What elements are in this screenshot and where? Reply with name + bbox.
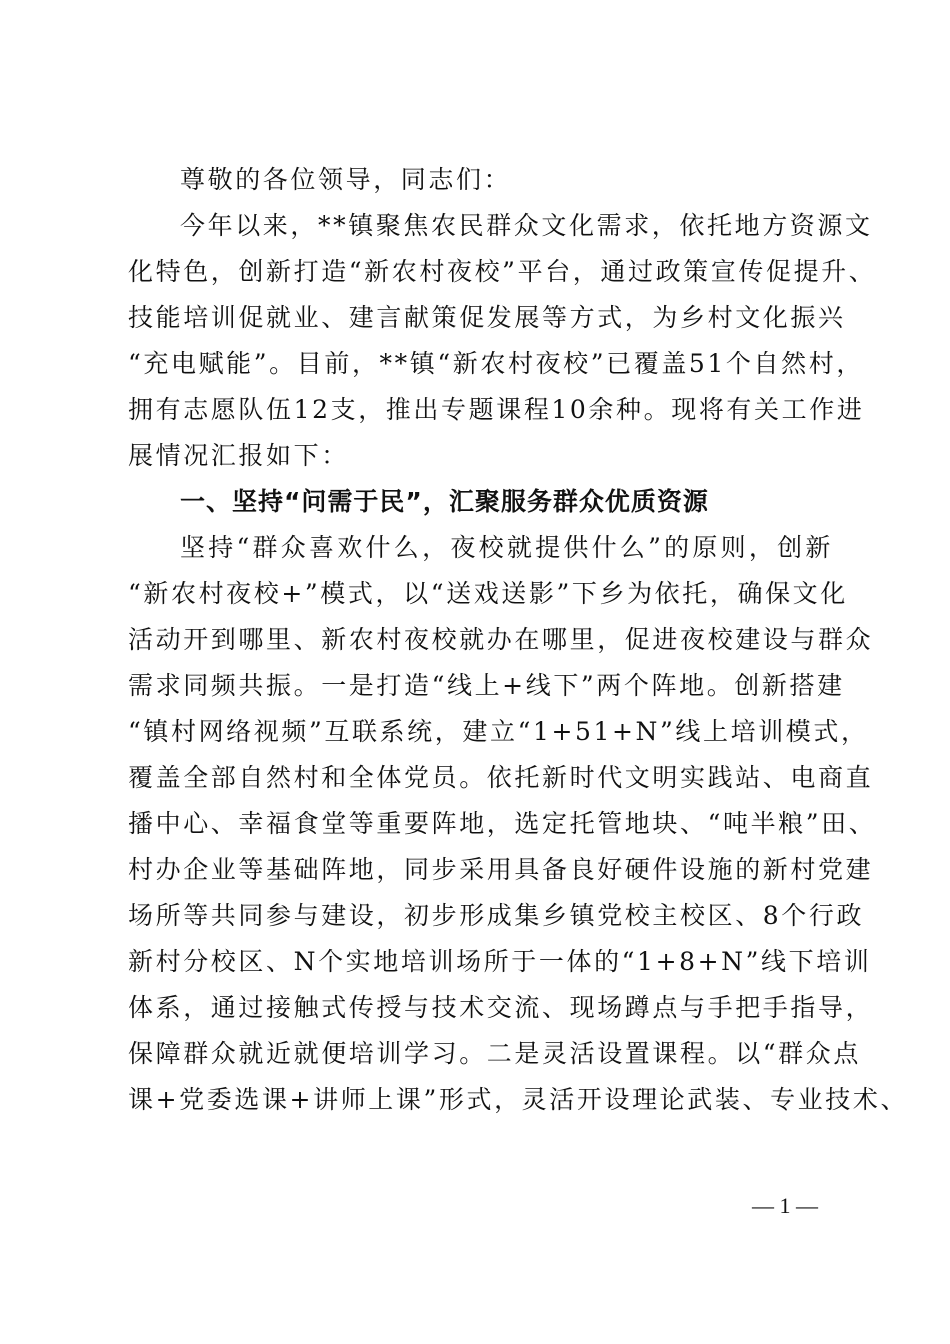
intro-line: 今年以来，**镇聚焦农民群众文化需求，依托地方资源文 — [180, 211, 873, 240]
intro-line: 展情况汇报如下： — [128, 441, 349, 470]
body-line: 覆盖全部自然村和全体党员。依托新时代文明实践站、电商直 — [128, 763, 874, 792]
intro-line: 拥有志愿队伍12支，推出专题课程10余种。现将有关工作进 — [128, 395, 865, 424]
body-line: 体系，通过接触式传授与技术交流、现场蹲点与手把手指导， — [128, 993, 874, 1022]
body-line: “新农村夜校+”模式，以“送戏送影”下乡为依托，确保文化 — [128, 579, 848, 608]
body-line: 活动开到哪里、新农村夜校就办在哪里，促进夜校建设与群众 — [128, 625, 874, 654]
salutation: 尊敬的各位领导，同志们： — [180, 165, 512, 194]
intro-line: 技能培训促就业、建言献策促发展等方式，为乡村文化振兴 — [128, 303, 846, 332]
body-line: 场所等共同参与建设，初步形成集乡镇党校主校区、8个行政 — [128, 901, 865, 930]
page-number: — 1 — — [752, 1193, 818, 1218]
body-line: 新村分校区、N个实地培训场所于一体的“1+8+N”线下培训 — [128, 947, 872, 976]
intro-line: 化特色，创新打造“新农村夜校”平台，通过政策宣传促提升、 — [128, 257, 877, 286]
body-line: 课+党委选课+讲师上课”形式，灵活开设理论武装、专业技术、 — [128, 1085, 909, 1114]
body-line: 需求同频共振。一是打造“线上+线下”两个阵地。创新搭建 — [128, 671, 845, 700]
body-line: 村办企业等基础阵地，同步采用具备良好硬件设施的新村党建 — [128, 855, 874, 884]
body-line: 坚持“群众喜欢什么，夜校就提供什么”的原则，创新 — [180, 533, 833, 562]
intro-line: “充电赋能”。目前，**镇“新农村夜校”已覆盖51个自然村， — [128, 349, 864, 378]
body-line: 保障群众就近就便培训学习。二是灵活设置课程。以“群众点 — [128, 1039, 861, 1068]
section-heading: 一、坚持“问需于民”，汇聚服务群众优质资源 — [180, 487, 709, 516]
body-line: 播中心、幸福食堂等重要阵地，选定托管地块、“吨半粮”田、 — [128, 809, 877, 838]
body-line: “镇村网络视频”互联系统，建立“1+51+N”线上培训模式， — [128, 717, 869, 746]
